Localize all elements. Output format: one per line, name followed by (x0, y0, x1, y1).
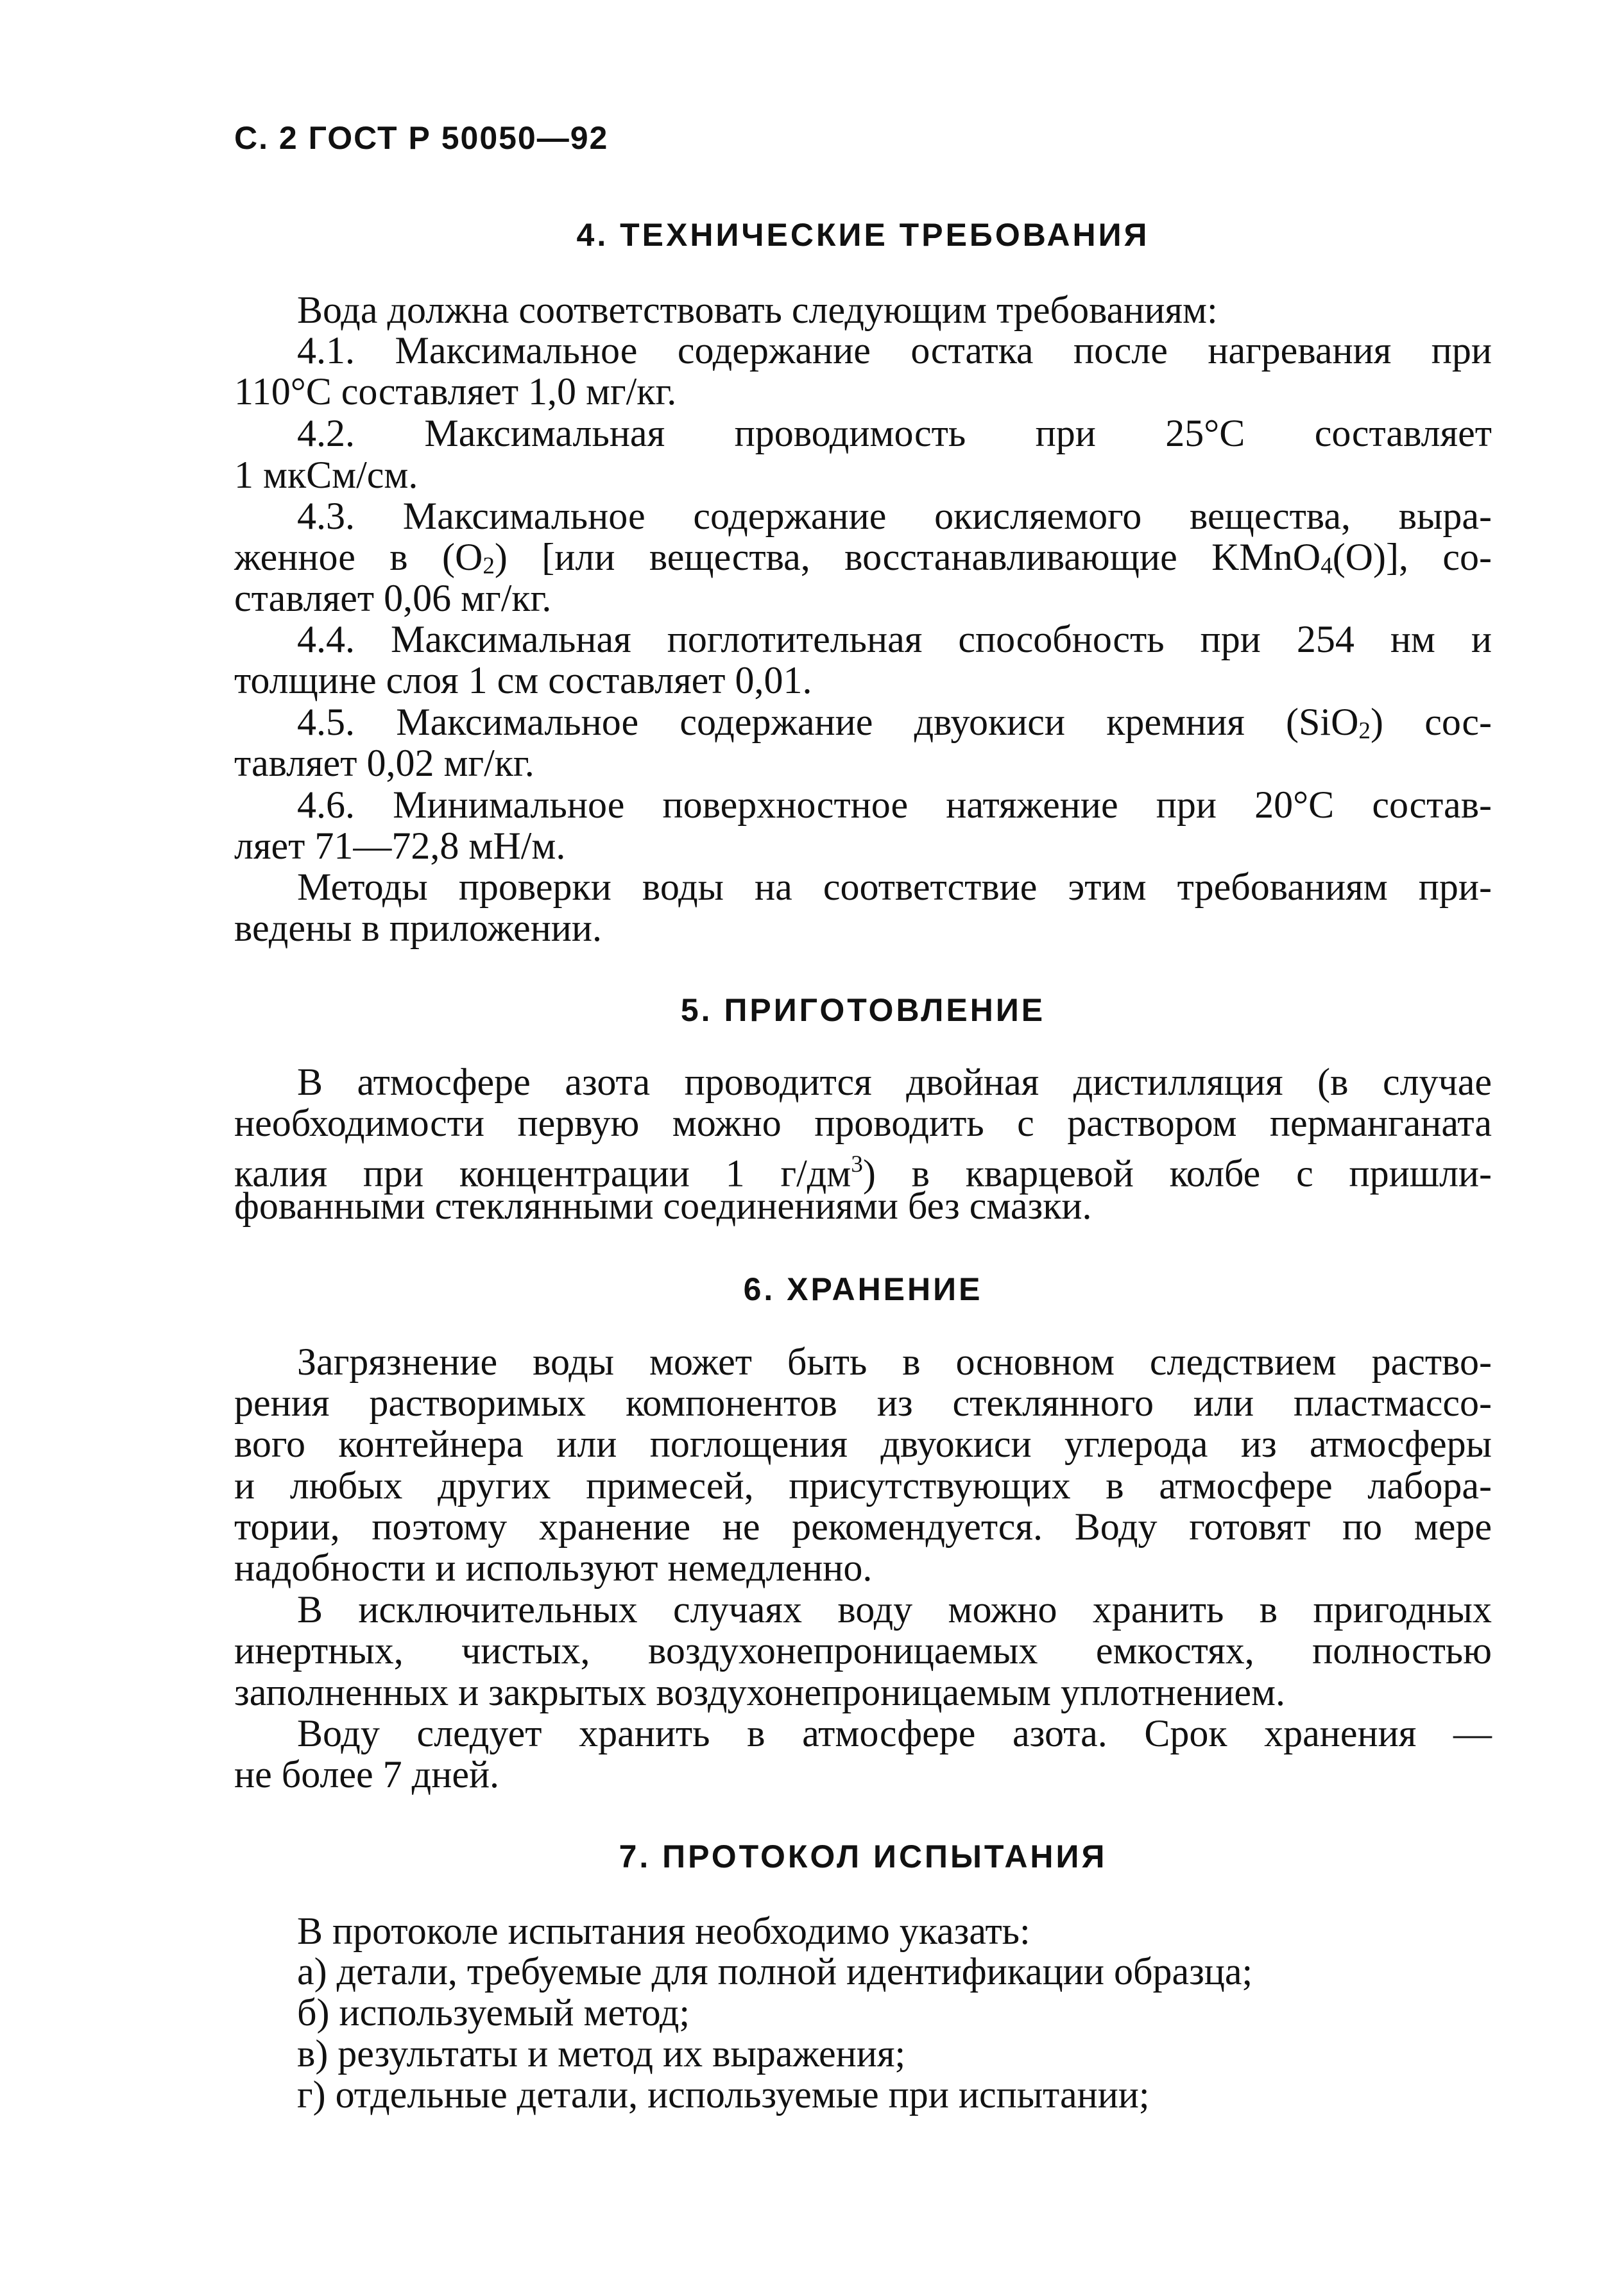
o2-subscript: 2 (483, 553, 495, 579)
section-6-p2-line-3: заполненных и закрытых воздухонепроницаемым уплотнением. (234, 1671, 1286, 1713)
page-header: С. 2 ГОСТ Р 50050—92 (234, 120, 609, 156)
section-4-intro: Вода должна соответствовать следующим требованиям: (297, 289, 1218, 331)
req-4-5-text-a: 4.5. Максимальное содержание двуокиси кремния (SiO (297, 701, 1359, 743)
protocol-item-b: б) используемый метод; (297, 1991, 690, 2034)
section-6-p3-line-1: Воду следует хранить в атмосфере азота. Срок хранения — (297, 1712, 1492, 1754)
section-7-heading: 7. ПРОТОКОЛ ИСПЫТАНИЯ (619, 1839, 1107, 1874)
req-4-3-text-c: (О)], со- (1332, 536, 1492, 578)
section-6-p2-line-2: инертных, чистых, воздухонепроницаемых емкостях, полностью (234, 1629, 1492, 1672)
req-4-6-line-1: 4.6. Минимальное поверхностное натяжение при 20°С состав- (297, 784, 1492, 826)
section-6-p1-line-4: и любых других примесей, присутствующих в атмосфере лабора- (234, 1464, 1492, 1507)
section-6-p2-line-1: В исключительных случаях воду можно хранить в пригодных (297, 1588, 1492, 1631)
section-7-intro: В протоколе испытания необходимо указать: (297, 1910, 1030, 1952)
req-4-5-text-b: ) сос- (1371, 701, 1492, 743)
req-4-6-line-2: ляет 71—72,8 мН/м. (234, 825, 566, 867)
protocol-item-a: а) детали, требуемые для полной идентификации образца; (297, 1950, 1253, 1993)
section-6-p1-line-2: рения растворимых компонентов из стеклянного или пластмассо- (234, 1382, 1492, 1424)
req-4-1-line-1: 4.1. Максимальное содержание остатка после нагревания при (297, 329, 1492, 372)
req-4-3-line-1: 4.3. Максимальное содержание окисляемого вещества, выра- (297, 495, 1492, 537)
section-5-text-b: ) в кварцевой колбе с пришли- (862, 1152, 1492, 1195)
req-4-3-line-3: ставляет 0,06 мг/кг. (234, 577, 552, 619)
section-4-heading: 4. ТЕХНИЧЕСКИЕ ТРЕБОВАНИЯ (576, 217, 1150, 253)
kmno4-subscript: 4 (1321, 553, 1333, 579)
methods-line-1: Методы проверки воды на соответствие этим требованиям при- (297, 866, 1492, 908)
section-6-p3-line-2: не более 7 дней. (234, 1753, 500, 1796)
dm3-superscript: 3 (851, 1151, 863, 1178)
req-4-2-line-1: 4.2. Максимальная проводимость при 25°С составляет (297, 412, 1492, 454)
section-6-heading: 6. ХРАНЕНИЕ (743, 1271, 983, 1307)
protocol-item-d: г) отдельные детали, используемые при испытании; (297, 2073, 1150, 2116)
section-6-p1-line-6: надобности и используют немедленно. (234, 1547, 873, 1589)
req-4-2-line-2: 1 мкСм/см. (234, 454, 418, 496)
section-6-p1-line-3: вого контейнера или поглощения двуокиси углерода из атмосферы (234, 1423, 1492, 1465)
req-4-3-text-a: женное в (О (234, 536, 483, 578)
methods-line-2: ведены в приложении. (234, 907, 603, 949)
section-5-line-2: необходимости первую можно проводить с раствором перманганата (234, 1102, 1492, 1144)
req-4-4-line-1: 4.4. Максимальная поглотительная способность при 254 нм и (297, 618, 1492, 660)
protocol-item-c: в) результаты и метод их выражения; (297, 2032, 906, 2075)
section-5-line-4: фованными стеклянными соединениями без смазки. (234, 1185, 1092, 1227)
section-5-text-a: калия при концентрации 1 г/дм (234, 1152, 851, 1195)
req-4-3-text-b: ) [или вещества, восстанавливающие KMnO (494, 536, 1321, 578)
section-5-heading: 5. ПРИГОТОВЛЕНИЕ (680, 992, 1046, 1028)
req-4-5-line-2: тавляет 0,02 мг/кг. (234, 742, 534, 784)
section-5-line-1: В атмосфере азота проводится двойная дистилляция (в случае (297, 1061, 1492, 1103)
section-6-p1-line-1: Загрязнение воды может быть в основном следствием раство- (297, 1341, 1492, 1383)
req-4-1-line-2: 110°С составляет 1,0 мг/кг. (234, 370, 677, 413)
section-6-p1-line-5: тории, поэтому хранение не рекомендуется. Воду готовят по мере (234, 1505, 1492, 1548)
sio2-subscript: 2 (1358, 717, 1371, 744)
req-4-4-line-2: толщине слоя 1 см составляет 0,01. (234, 659, 812, 701)
